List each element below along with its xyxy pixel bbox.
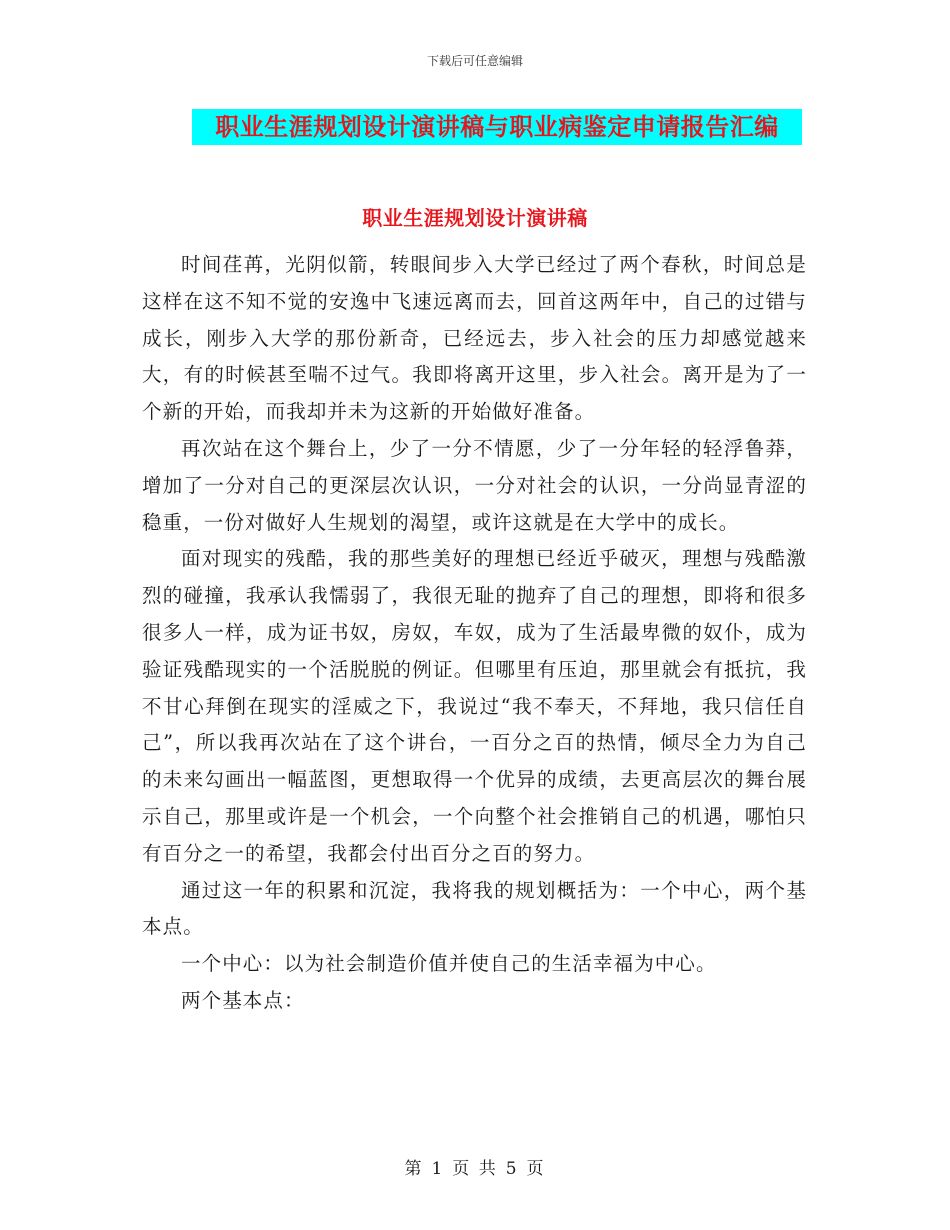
footer-suffix: 页 [526,1159,546,1179]
paragraph: 面对现实的残酷，我的那些美好的理想已经近乎破灭，理想与残酷激烈的碰撞，我承认我懦弱了，我很无耻的抛弃了自己的理想，即将和很多很多人一样，成为证书奴，房奴，车奴，成为了生活最卑微的奴仆，成为验证残酷现实的一个活脱脱的例证。但哪里有压迫，那里就会有抵抗，我不甘心拜倒在现实的淫威之下，我说过“我不奉天，不拜地，我只信任自己”，所以我再次站在了这个讲台，一百分之百的热情，倾尽全力为自己的未来勾画出一幅蓝图，更想取得一个优异的成绩，去更高层次的舞台展示自己，那里或许是一个机会，一个向整个社会推销自己的机遇，哪怕只有百分之一的希望，我都会付出百分之百的努力。 [142,547,807,865]
header-note: 下载后可任意编辑 [426,54,523,68]
paragraph: 再次站在这个舞台上，少了一分不情愿，少了一分年轻的轻浮鲁莽，增加了一分对自己的更深层次认识，一分对社会的认识，一分尚显青涩的稳重，一份对做好人生规划的渴望，或许这就是在大学中的成长。 [142,436,807,534]
paragraph: 通过这一年的积累和沉淀，我将我的规划概括为：一个中心，两个基本点。 [142,878,807,939]
page-number: 1 [431,1159,445,1179]
document-title: 职业生涯规划设计演讲稿与职业病鉴定申请报告汇编 [192,109,802,145]
section-title: 职业生涯规划设计演讲稿 [362,206,588,230]
paragraph: 一个中心：以为社会制造价值并使自己的生活幸福为中心。 [181,952,717,976]
paragraph: 时间荏苒，光阴似箭，转眼间步入大学已经过了两个春秋，时间总是这样在这不知不觉的安逸中飞速远离而去，回首这两年中，自己的过错与成长，刚步入大学的那份新奇，已经远去，步入社会的压力却感觉越来大，有的时候甚至喘不过气。我即将离开这里，步入社会。离开是为了一个新的开始，而我却并未为这新的开始做好准备。 [142,253,807,424]
page-footer [0,1154,950,1179]
page-total: 5 [505,1159,519,1179]
footer-middle: 页 共 [452,1159,498,1179]
body-text [142,247,807,1020]
footer-prefix: 第 [404,1159,424,1179]
paragraph: 两个基本点： [181,988,305,1012]
